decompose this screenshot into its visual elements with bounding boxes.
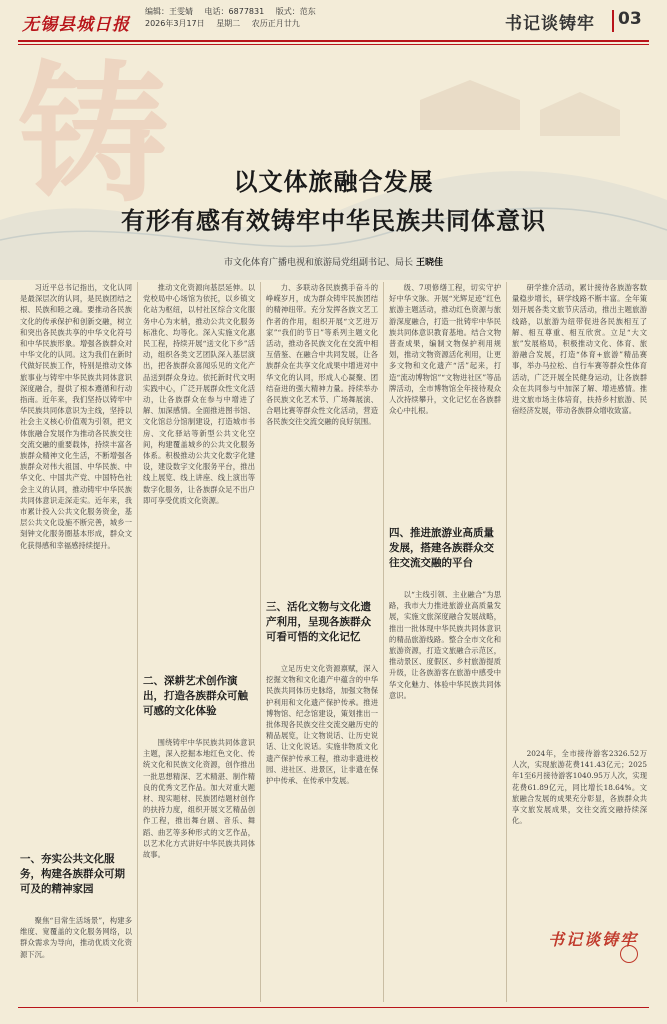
section-divider (612, 10, 614, 32)
article-column-2 (143, 282, 255, 668)
column-4-text: 级、7项修缮工程，切实守护好中华文脉。开展“光辉足迹”红色旅游主题活动，推动红色资源与旅游深度融合，打造一批铸牢中华民族共同体意识教育基地。结合文物普查成果，编制文物保护利用规划，推动文物资源活化利用，让更多文物和文化遗产“活”起来，打造“流动博物馆”“文物进社区”等品牌活动，全市博物馆全年接待观众人次持续攀升，文化记忆在各族群众心中扎根。 (389, 283, 501, 416)
stamp-text: 书记谈铸牢 (548, 930, 639, 949)
column-divider (137, 282, 138, 1002)
column-divider (383, 282, 384, 1002)
seal-icon (620, 945, 638, 963)
article-column-5 (512, 282, 647, 742)
column-3-bottom-text: 立足历史文化资源禀赋，深入挖掘文物和文化遗产中蕴含的中华民族共同体历史脉络，加强文物保护利用和文化遗产保护传承。推进博物馆、纪念馆建设，策划推出一批体现各民族交往交流交融历史的精品展览，让文物说话、让历史说话、让文化说话。实施非物质文化遗产保护传承工程，推动非遗进校园、进社区、进景区，让非遗在保护中传承、在传承中发展。 (266, 664, 378, 786)
headline-line-1: 以文体旅融合发展 (233, 168, 434, 196)
column-stamp (548, 905, 648, 965)
issue-lunar-date: 农历正月廿九 (251, 19, 300, 28)
editor-credit: 编辑：王雯婧 (145, 7, 193, 16)
article-column-2-continued (143, 737, 255, 1002)
article-column-3-continued (266, 663, 378, 1002)
subheading-2: 二、深耕艺术创作演出，打造各族群众可触可感的文化体验 (143, 675, 248, 717)
section-title: 书记谈铸牢 (505, 14, 595, 34)
article-column-1-continued (20, 915, 132, 1000)
article-column-4 (389, 282, 501, 520)
issue-weekday: 星期二 (216, 19, 241, 28)
article-column-4-continued (389, 589, 501, 1002)
masthead-rule (18, 40, 649, 42)
subheading-1: 一、夯实公共文化服务，构建各族群众可期可及的精神家园 (20, 853, 125, 895)
byline-title: 市文化体育广播电视和旅游局党组副书记、局长 (224, 258, 414, 268)
article-column-5-continued (512, 748, 647, 898)
byline (0, 255, 667, 268)
newspaper-brand: 无锡县城日报 (22, 15, 130, 35)
headline-line-2: 有形有感有效铸牢中华民族共同体意识 (121, 207, 546, 235)
decorative-calligraphy: 铸 (18, 47, 169, 223)
byline-author: 王晓佳 (415, 258, 443, 268)
column-divider (506, 282, 507, 1002)
subheading-3: 三、活化文物与文化遗产利用，呈现各族群众可看可悟的文化记忆 (266, 601, 371, 643)
phone-credit: 电话：6877831 (204, 7, 265, 16)
column-5-bottom-text: 2024年，全市接待游客2326.52万人次，实现旅游花费141.43亿元；2025年1至6月接待游客1040.95万人次，实现花费61.89亿元，同比增长18.64%。文旅融合发展的成果充分彰显，各族群众共享文旅发展成果，交往交流交融持续深化。 (512, 749, 647, 826)
layout-credit: 版式：范东 (275, 7, 316, 16)
column-3-text: 力、多联动各民族携手奋斗的峥嵘岁月，成为群众铸牢民族团结的精神纽带。充分发挥各族文艺工作者的作用，组织开展“文艺进万家”“我们的节日”等系列主题文化活动，推动各民族文化在交流中相互借鉴、在融合中共同发展，让各族群众在共享文化成果中增进对中华文化的认同，形成人心凝聚、团结奋进的强大精神力量。持续举办各民族文化艺术节、广场舞展演、合唱比赛等群众性文化活动，营造各民族交往交流交融的良好氛围。 (266, 283, 378, 427)
article-column-1 (20, 282, 132, 847)
masthead-rule-thin (18, 44, 649, 45)
column-2-bottom-text: 围绕铸牢中华民族共同体意识主题，深入挖掘本地红色文化、传统文化和民族文化资源，创作推出一批思想精深、艺术精湛、制作精良的优秀文艺作品。加大对重大题材、现实题材、民族团结题材创作的扶持力度，组织开展文艺精品创作工程，推出舞台剧、音乐、舞蹈、曲艺等多种形式的文艺作品，以艺术化方式讲好中华民族共同体故事。 (143, 738, 255, 860)
column-1-text: 习近平总书记指出，文化认同是最深层次的认同，是民族团结之根、民族和睦之魂。要推动各民族文化的传承保护和创新交融，树立和突出各民族共享的中华文化符号和中华民族形象。增强各族群众对中华文化的认同。这为我们在新时代做好民族工作，特别是推动文体旅事业与铸牢中华民族共同体意识深度融合，提供了根本遵循和行动指南。近年来，我们坚持以铸牢中华民族共同体意识为主线，坚持以社会主义核心价值观为引领，把文体旅融合发展作为推动各民族交往交流交融的重要载体，持续丰富各族群众精神文化生活，不断增强各族群众对伟大祖国、中华民族、中华文化、中国共产党、中国特色社会主义的认同，推动铸牢中华民族共同体意识走深走实。近年来，我市累计投入公共文化服务资金，基层公共文化设施不断完善，城乡一刻钟文化服务圈基本形成，群众文化获得感和幸福感持续提升。 (20, 283, 132, 550)
edit-meta (145, 6, 325, 30)
page-number: 03 (618, 9, 642, 29)
column-2-text: 推动文化资源向基层延伸。以党校局中心场馆为依托，以乡镇文化站为枢纽，以村社区综合文化服务中心为末梢，推动公共文化服务标准化、均等化。深入实施文化惠民工程，持续开展“送文化下乡”活动，组织各类文艺团队深入基层演出，把各族群众喜闻乐见的文化产品送到群众身边。依托新时代文明实践中心，广泛开展群众性文化活动，让各族群众在参与中增进了解、加深感情。全面推进图书馆、文化馆总分馆制建设，打造城市书房、文化驿站等新型公共文化空间，构建覆盖城乡的公共文化服务体系。积极推动公共文化数字化建设，建设数字文化服务平台，推出线上展览、线上讲座、线上演出等数字化服务，让各族群众足不出户即可享受优质文化资源。 (143, 283, 255, 505)
issue-date: 2026年3月17日 (145, 19, 205, 28)
column-4-bottom-text: 以“主线引领、主业融合”为思路，我市大力推进旅游业高质量发展，实施文旅深度融合发展战略，推出一批体现中华民族共同体意识的精品旅游线路。整合全市文化和旅游资源，打造文旅融合示范区，推动景区、度假区、乡村旅游提质升级，让各族游客在旅游中感受中华文化魅力、体验中华民族共同体意识。 (389, 590, 501, 700)
column-divider (260, 282, 261, 1002)
subheading-4: 四、推进旅游业高质量发展，搭建各族群众交往交流交融的平台 (389, 527, 494, 569)
column-5-text: 研学推介活动，累计接待各族游客数量稳步增长，研学线路不断丰富。全年策划开展各类文旅节庆活动，推出主题旅游线路，以旅游为纽带促进各民族相互了解、相互尊重、相互欣赏。立足“大文旅”发展格局，积极推动文化、体育、旅游融合发展，打造“体育+旅游”精品赛事，举办马拉松、自行车赛等群众性体育活动，广泛开展全民健身运动，让各族群众在共同参与中加深了解、增进感情。推进文旅市场主体培育，扶持乡村旅游、民宿经济发展，带动各族群众增收致富。 (512, 283, 647, 416)
footer-rule (18, 1007, 649, 1008)
article-column-3 (266, 282, 378, 592)
column-1-bottom-text: 聚焦“目常生活场景”，构建多维度、宽覆盖的文化服务网络，以群众需求为导向，推动优质文化资源下沉。 (20, 916, 132, 959)
